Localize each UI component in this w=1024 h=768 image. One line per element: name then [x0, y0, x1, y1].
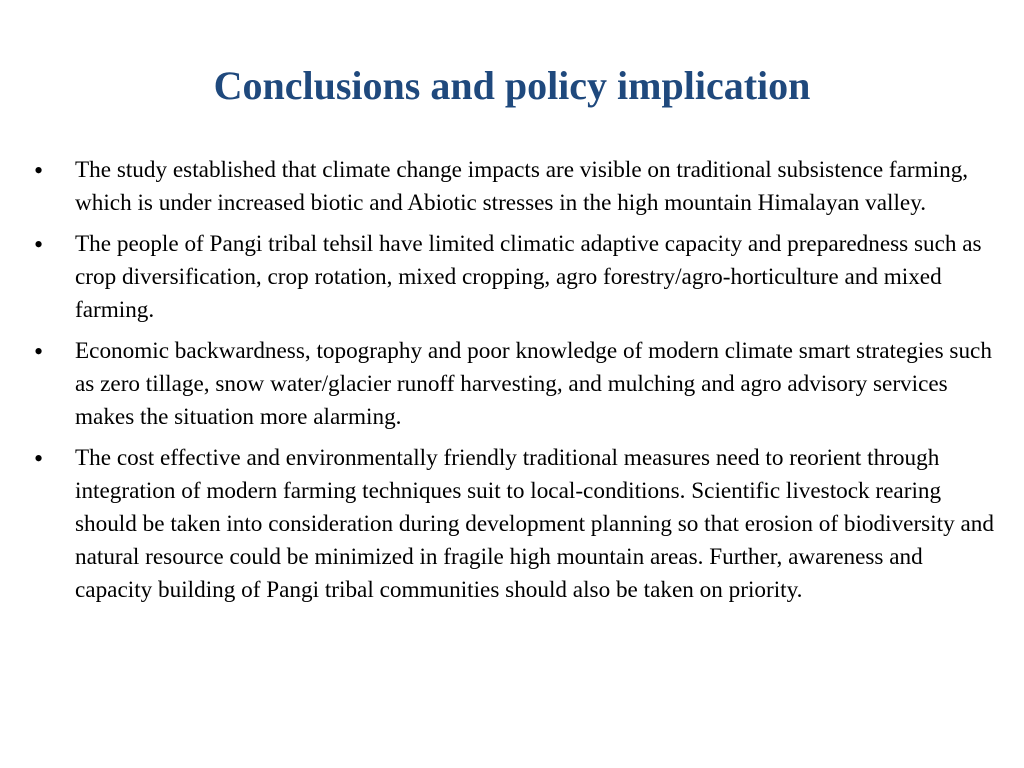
- bullet-text: The study established that climate change impacts are visible on traditional subsistence farming, which is under increased biotic and Abiotic stresses in the high mountain Himalayan valley.: [75, 157, 969, 216]
- bullet-item: [34, 228, 994, 327]
- bullet-list: [34, 154, 994, 615]
- bullet-dot-icon: •: [34, 337, 44, 366]
- bullet-dot-icon: •: [34, 230, 44, 259]
- bullet-text: The cost effective and environmentally friendly traditional measures need to reorient through integration of modern farming techniques suit to local-conditions. Scientific livestock rearing should be taken into consideration during development planning so that erosion of biodiversity and natural resource could be minimized in fragile high mountain areas. Further, awareness and capacity building of Pangi tribal communities should also be taken on priority.: [75, 445, 994, 603]
- bullet-text: The people of Pangi tribal tehsil have limited climatic adaptive capacity and preparedness such as crop diversification, crop rotation, mixed cropping, agro forestry/agro-horticulture and mixed farming.: [75, 231, 982, 323]
- bullet-item: [34, 335, 994, 434]
- bullet-item: [34, 442, 994, 607]
- slide-title: Conclusions and policy implication: [213, 63, 811, 108]
- bullet-dot-icon: •: [34, 444, 44, 473]
- bullet-item: [34, 154, 994, 220]
- bullet-text: Economic backwardness, topography and poor knowledge of modern climate smart strategies such as zero tillage, snow water/glacier runoff harvesting, and mulching and agro advisory services makes the situation more alarming.: [75, 338, 992, 430]
- bullet-dot-icon: •: [34, 156, 44, 185]
